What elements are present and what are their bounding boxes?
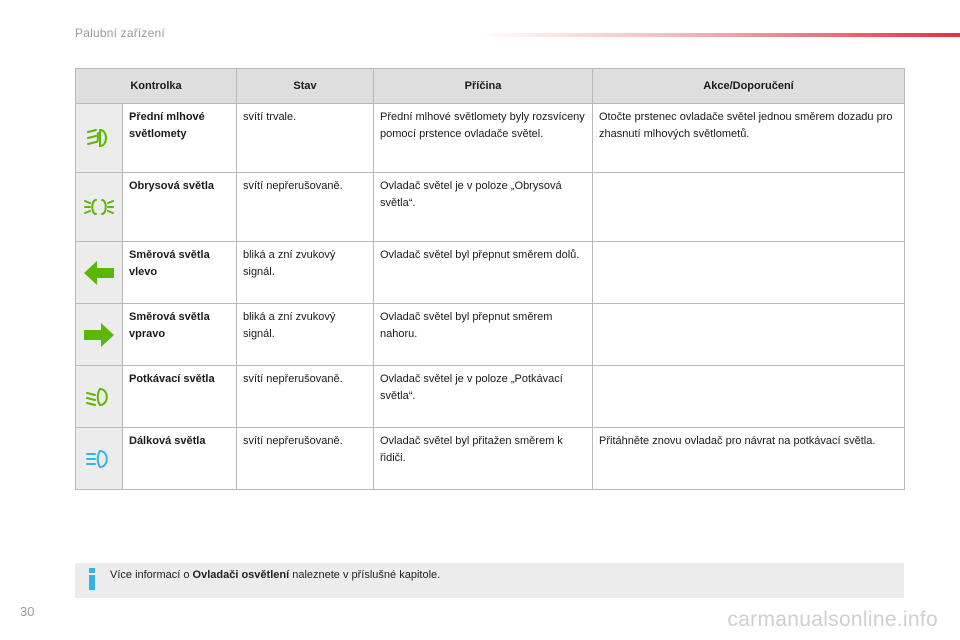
info-text-before: Více informací o	[110, 569, 193, 581]
row-action	[593, 242, 905, 304]
row-state: svítí nepřerušovaně.	[237, 173, 374, 242]
row-icon-cell	[76, 428, 123, 490]
table-row	[76, 428, 905, 490]
row-state: svítí trvale.	[237, 104, 374, 173]
watermark: carmanualsonline.info	[727, 608, 938, 631]
col-header-pricina: Příčina	[374, 69, 593, 104]
row-state: svítí nepřerušovaně.	[237, 366, 374, 428]
table-row	[76, 366, 905, 428]
warning-lights-table	[75, 68, 905, 490]
row-action: Otočte prstenec ovladače světel jednou směrem dozadu pro zhasnutí mlhových světlometů.	[593, 104, 905, 173]
table-header-row	[76, 69, 905, 104]
row-icon-cell	[76, 366, 123, 428]
row-icon-cell	[76, 304, 123, 366]
dipped-beam-icon	[86, 387, 112, 407]
page-header-title: Palubní zařízení	[75, 26, 165, 40]
row-action	[593, 366, 905, 428]
info-icon	[85, 567, 99, 591]
right-turn-signal-icon	[83, 322, 115, 348]
left-turn-signal-icon	[83, 260, 115, 286]
row-cause: Ovladač světel byl přepnut směrem dolů.	[374, 242, 593, 304]
row-cause: Ovladač světel je v poloze „Potkávací světla“.	[374, 366, 593, 428]
info-text-after: naleznete v příslušné kapitole.	[289, 569, 441, 581]
col-header-stav: Stav	[237, 69, 374, 104]
row-name: Potkávací světla	[123, 366, 237, 428]
row-cause: Přední mlhové světlomety byly rozsvíceny pomocí prstence ovladače světel.	[374, 104, 593, 173]
row-name: Obrysová světla	[123, 173, 237, 242]
row-name: Dálková světla	[123, 428, 237, 490]
row-icon-cell	[76, 242, 123, 304]
row-cause: Ovladač světel byl přepnut směrem nahoru.	[374, 304, 593, 366]
info-note-box	[75, 563, 904, 598]
table-row	[76, 173, 905, 242]
row-state: bliká a zní zvukový signál.	[237, 242, 374, 304]
table-row	[76, 104, 905, 173]
row-cause: Ovladač světel byl přitažen směrem k řidiči.	[374, 428, 593, 490]
row-action	[593, 304, 905, 366]
page-number: 30	[20, 604, 35, 619]
front-fog-light-icon	[86, 127, 112, 149]
main-beam-icon	[86, 449, 112, 469]
row-cause: Ovladač světel je v poloze „Obrysová světla“.	[374, 173, 593, 242]
sidelights-icon	[84, 196, 114, 218]
col-header-kontrolka: Kontrolka	[76, 69, 237, 104]
info-note-text	[110, 569, 440, 581]
table-row	[76, 304, 905, 366]
table-row	[76, 242, 905, 304]
info-text-bold: Ovladači osvětlení	[192, 569, 290, 581]
row-icon-cell	[76, 173, 123, 242]
row-name: Přední mlhové světlomety	[123, 104, 237, 173]
row-state: bliká a zní zvukový signál.	[237, 304, 374, 366]
row-icon-cell	[76, 104, 123, 173]
row-state: svítí nepřerušovaně.	[237, 428, 374, 490]
col-header-akce: Akce/Doporučení	[593, 69, 905, 104]
row-name: Směrová světla vpravo	[123, 304, 237, 366]
row-action	[593, 173, 905, 242]
row-name: Směrová světla vlevo	[123, 242, 237, 304]
header-accent-bar	[480, 33, 960, 37]
row-action: Přitáhněte znovu ovladač pro návrat na potkávací světla.	[593, 428, 905, 490]
